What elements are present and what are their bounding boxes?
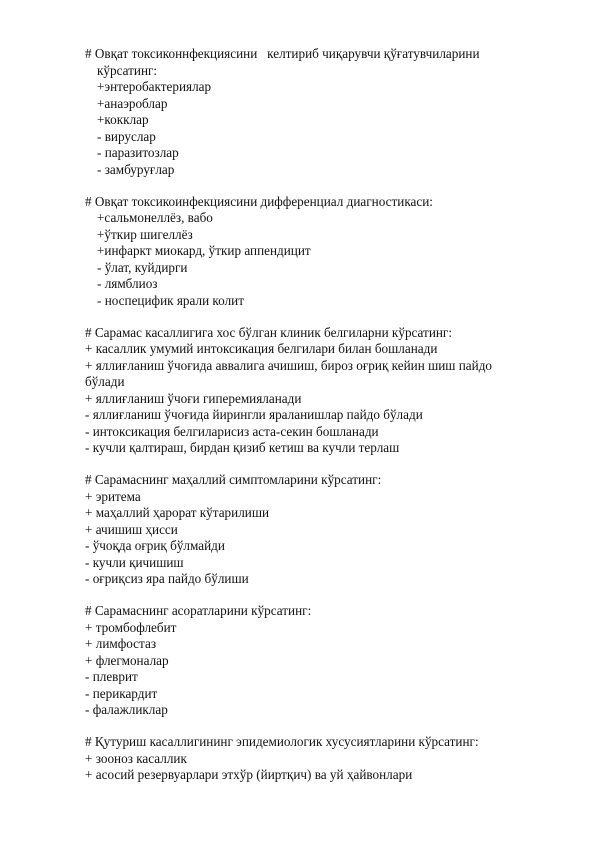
answer-option: - плеврит	[85, 669, 138, 684]
question-title-cont: кўрсатинг:	[97, 62, 158, 78]
question-title: # Овқат токсикоинфекциясини дифференциал диагностикаси:	[85, 193, 433, 209]
question-block	[85, 46, 555, 178]
answer-option: +инфаркт миокард, ўткир аппендицит	[97, 243, 311, 258]
answer-option: +анаэроблар	[97, 95, 168, 111]
answer-option: +ўткир шигеллёз	[97, 226, 193, 242]
answer-option: - ўлат, куйдирги	[97, 259, 188, 275]
answer-option: + ачишиш ҳисси	[85, 521, 178, 537]
answer-option: + лимфостаз	[85, 636, 157, 651]
answer-option: +энтеробактериялар	[97, 79, 212, 94]
question-block	[85, 325, 555, 457]
question-title: # Сарамаснинг маҳаллий симптомларини кўрсатинг:	[85, 472, 382, 487]
answer-option: - паразитозлар	[97, 145, 179, 160]
answer-option: - кучли қалтираш, бирдан қизиб кетиш ва кучли терлаш	[85, 440, 400, 455]
answer-option: + эритема	[85, 488, 141, 504]
answer-option: + яллиғланиш ўчоғида аввалига ачишиш, бироз оғриқ кейин шиш пайдо бўлади	[85, 357, 493, 389]
question-block	[85, 603, 555, 719]
answer-option: + касаллик умумий интоксикация белгилари билан бошланади	[85, 341, 438, 356]
answer-option: + тромбофлебит	[85, 619, 177, 635]
answer-option: - интоксикация белгиларисиз аста-секин бошланади	[85, 423, 379, 439]
answer-option: - лямблиоз	[97, 276, 158, 291]
answer-option: +сальмонеллёз, вабо	[97, 210, 213, 225]
answer-option: - вируслар	[97, 128, 156, 144]
answer-option: - оғриқсиз яра пайдо бўлиши	[85, 571, 249, 586]
question-title: # Сарамас касаллигига хос бўлган клиник белгиларни кўрсатинг:	[85, 324, 453, 340]
answer-option: - ўчоқда оғриқ бўлмайди	[85, 538, 225, 553]
answer-option: - кучли қичишиш	[85, 554, 184, 570]
question-block	[85, 472, 555, 588]
answer-option: + маҳаллий ҳарорат кўтарилиши	[85, 505, 270, 520]
question-title: # Овқат токсиконнфекциясини келтириб чиқарувчи қўғатувчиларини	[85, 46, 480, 61]
answer-option: + зооноз касаллик	[85, 750, 187, 766]
answer-option: + яллиғланиш ўчоғи гиперемияланади	[85, 390, 302, 406]
question-block	[85, 734, 555, 784]
answer-option: - замбуруғлар	[97, 161, 175, 177]
answer-option: +кокклар	[97, 112, 149, 127]
document-content	[85, 46, 555, 799]
question-title: # Қутуриш касаллигининг эпидемиологик хусусиятларини кўрсатинг:	[85, 734, 479, 749]
answer-option: + флегмоналар	[85, 652, 169, 668]
answer-option: - носпецифик ярали колит	[97, 292, 244, 308]
question-block	[85, 194, 555, 310]
answer-option: + асосий резервуарлари этхўр (йиртқич) ва уй ҳайвонлари	[85, 767, 413, 782]
answer-option: - перикардит	[85, 685, 158, 701]
answer-option: - яллиғланиш ўчоғида йирингли яраланишлар пайдо бўлади	[85, 407, 423, 422]
answer-option: - фалажликлар	[85, 702, 168, 717]
question-title: # Сарамаснинг асоратларини кўрсатинг:	[85, 603, 312, 618]
